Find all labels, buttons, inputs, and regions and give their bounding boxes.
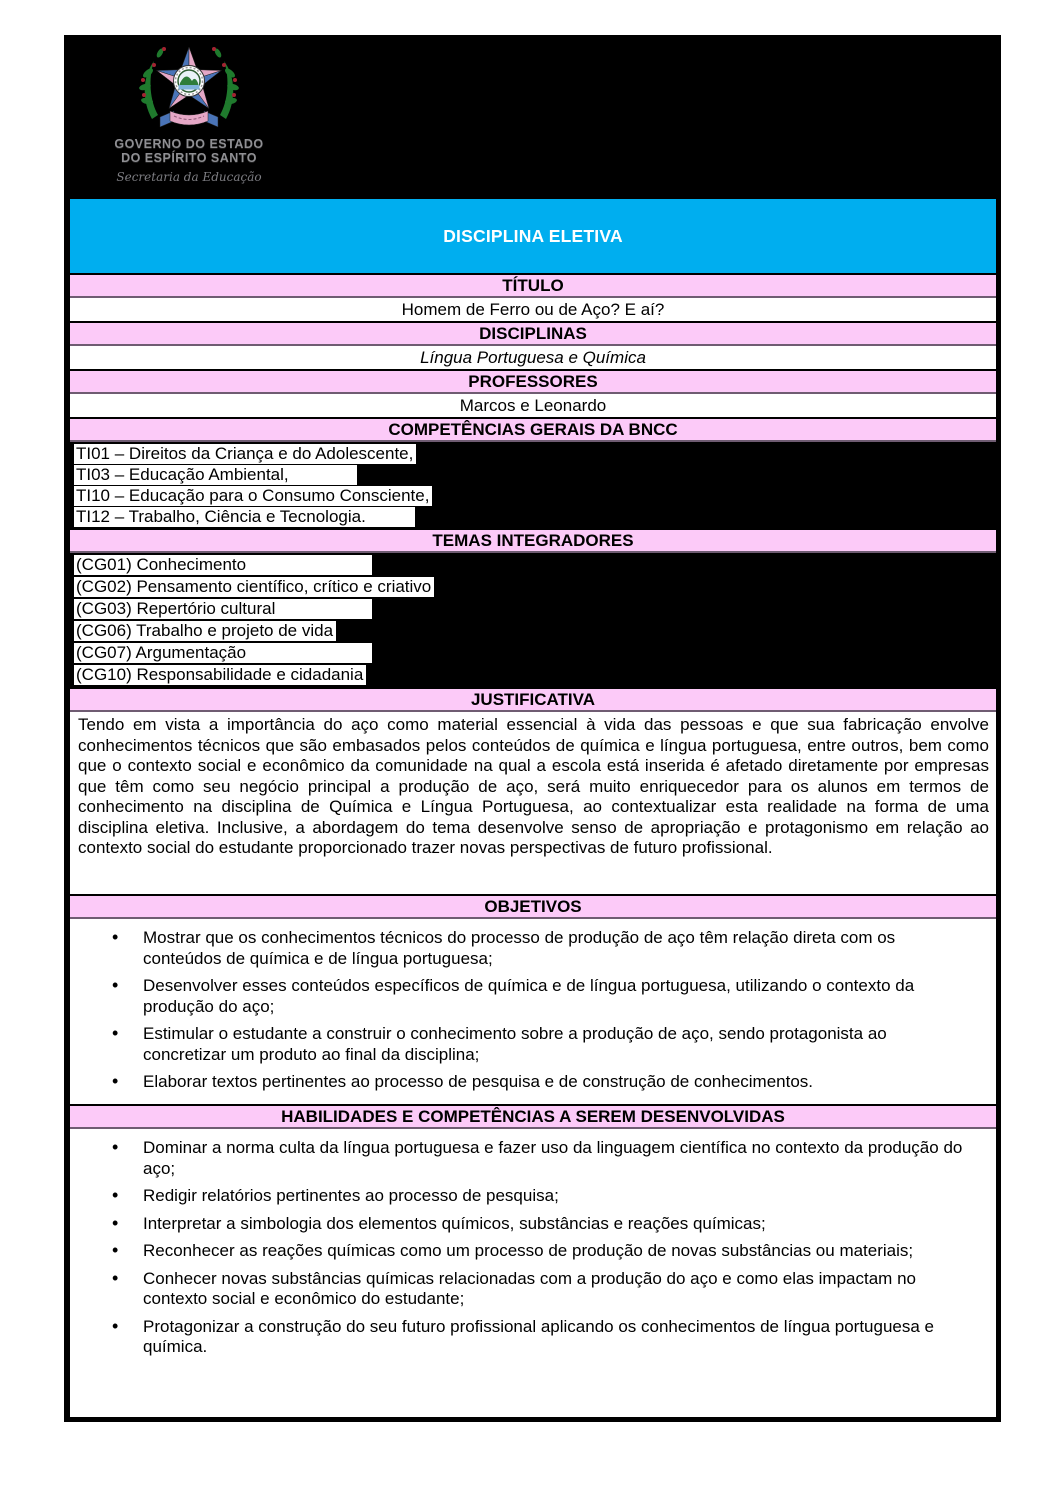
bullet-item: • Reconhecer as reações químicas como um processo de produção de novas substâncias ou materiais; <box>70 1241 974 1262</box>
highlighted-text: TI10 – Educação para o Consumo Consciente, <box>74 486 432 506</box>
bullet-item: • Estimular o estudante a construir o conhecimento sobre a produção de aço, sendo protagonista ao concretizar um produto ao final da disciplina; <box>70 1024 974 1065</box>
bullet-item: • Desenvolver esses conteúdos específicos de química e de língua portuguesa, utilizando o contexto da produção do aço; <box>70 976 974 1017</box>
justificativa-paragraph: Tendo em vista a importância do aço como material essencial à vida das pessoas e que sua fabricação envolve conhecimentos técnicos que são embasados pelos conteúdos de química e língua portuguesa, entre outros, bem como que o contexto social e econômico da comunidade na qual a escola está inserida é afetado diretamente por empresas que têm como seu negócio principal a produção de aço, será muito enriquecedor para os alunos em termos de conhecimento na disciplina de Química e Língua Portuguesa, ao contextualizar esta realidade na forma de uma disciplina eletiva. Inclusive, a abordagem do tema desenvolve senso de apropriação e protagonismo em relação ao contexto social do estudante proporcionado trazer novas perspectivas de futuro profissional. <box>70 712 996 894</box>
section-header-label: DISCIPLINAS <box>479 323 587 343</box>
list-item <box>74 443 992 464</box>
eletiva-form-table <box>64 35 1001 1422</box>
competencias-bncc-list <box>70 442 996 528</box>
ribbon <box>160 111 218 127</box>
highlighted-text: TI03 – Educação Ambiental, <box>74 465 357 485</box>
highlighted-text: TI01 – Direitos da Criança e do Adolescente, <box>74 444 416 464</box>
gov-secretaria-line: Secretaria da Educação <box>116 170 262 184</box>
highlighted-text: (CG02) Pensamento científico, crítico e criativo <box>74 577 434 597</box>
bullet-item: • Elaborar textos pertinentes ao processo de pesquisa e de construção de conhecimentos. <box>70 1072 974 1093</box>
section-header-temas-integradores <box>70 528 996 553</box>
list-item <box>74 485 992 506</box>
highlighted-text: (CG07) Argumentação <box>74 643 372 663</box>
list-item <box>74 576 992 598</box>
medallion <box>174 66 205 97</box>
highlighted-text: TI12 – Trabalho, Ciência e Tecnologia. <box>74 507 415 527</box>
section-header-titulo <box>70 273 996 298</box>
bullet-item: • Mostrar que os conhecimentos técnicos do processo de produção de aço têm relação direta com os conteúdos de química e de língua portuguesa; <box>70 928 974 969</box>
section-header-habilidades <box>70 1104 996 1129</box>
list-item <box>74 598 992 620</box>
professores-value-row <box>70 394 996 417</box>
section-header-label: TEMAS INTEGRADORES <box>432 530 634 550</box>
bullet-item: • Dominar a norma culta da língua portuguesa e fazer uso da linguagem científica no contexto da produção do aço; <box>70 1138 974 1179</box>
objetivos-list <box>70 919 996 1104</box>
document-title: DISCIPLINA ELETIVA <box>443 225 623 246</box>
list-item <box>74 620 992 642</box>
gov-name-line2: DO ESPÍRITO SANTO <box>121 151 257 165</box>
section-header-disciplinas <box>70 321 996 346</box>
highlighted-text: (CG10) Responsabilidade e cidadania <box>74 665 366 685</box>
government-logo <box>94 41 284 184</box>
bullet-item: • Redigir relatórios pertinentes ao processo de pesquisa; <box>70 1186 974 1207</box>
section-header-objetivos <box>70 894 996 919</box>
list-item <box>74 664 992 686</box>
section-header-label: COMPETÊNCIAS GERAIS DA BNCC <box>388 419 678 439</box>
temas-integradores-list <box>70 553 996 687</box>
gov-name-line1: GOVERNO DO ESTADO <box>114 137 264 151</box>
highlighted-text: (CG06) Trabalho e projeto de vida <box>74 621 336 641</box>
banner-row <box>70 197 996 273</box>
list-item <box>74 642 992 664</box>
list-item <box>74 506 992 527</box>
titulo-value: Homem de Ferro ou de Aço? E aí? <box>401 299 665 319</box>
bullet-item: • Conhecer novas substâncias químicas relacionadas com a produção do aço e como elas impactam no contexto social e econômico do estudante; <box>70 1269 974 1310</box>
section-header-professores <box>70 369 996 394</box>
section-header-label: TÍTULO <box>502 275 564 295</box>
section-header-justificativa <box>70 687 996 712</box>
section-header-label: OBJETIVOS <box>484 896 582 916</box>
professores-value: Marcos e Leonardo <box>459 395 607 415</box>
header-black-band <box>70 37 996 197</box>
bullet-item: • Interpretar a simbologia dos elementos químicos, substâncias e reações químicas; <box>70 1214 974 1235</box>
disciplinas-value-row <box>70 346 996 369</box>
disciplinas-value: Língua Portuguesa e Química <box>420 347 646 367</box>
highlighted-text: (CG01) Conhecimento <box>74 555 372 575</box>
section-header-label: PROFESSORES <box>468 371 598 391</box>
espirito-santo-coat-of-arms-icon <box>94 41 284 137</box>
section-header-competencias-bncc <box>70 417 996 442</box>
list-item <box>74 554 992 576</box>
highlighted-text: (CG03) Repertório cultural <box>74 599 372 619</box>
bullet-item: • Protagonizar a construção do seu futuro profissional aplicando os conhecimentos de língua portuguesa e química. <box>70 1317 974 1358</box>
list-item <box>74 464 992 485</box>
titulo-value-row <box>70 298 996 321</box>
section-header-label: JUSTIFICATIVA <box>470 689 596 709</box>
habilidades-list <box>70 1129 996 1417</box>
section-header-label: HABILIDADES E COMPETÊNCIAS A SEREM DESENVOLVIDAS <box>281 1106 785 1126</box>
